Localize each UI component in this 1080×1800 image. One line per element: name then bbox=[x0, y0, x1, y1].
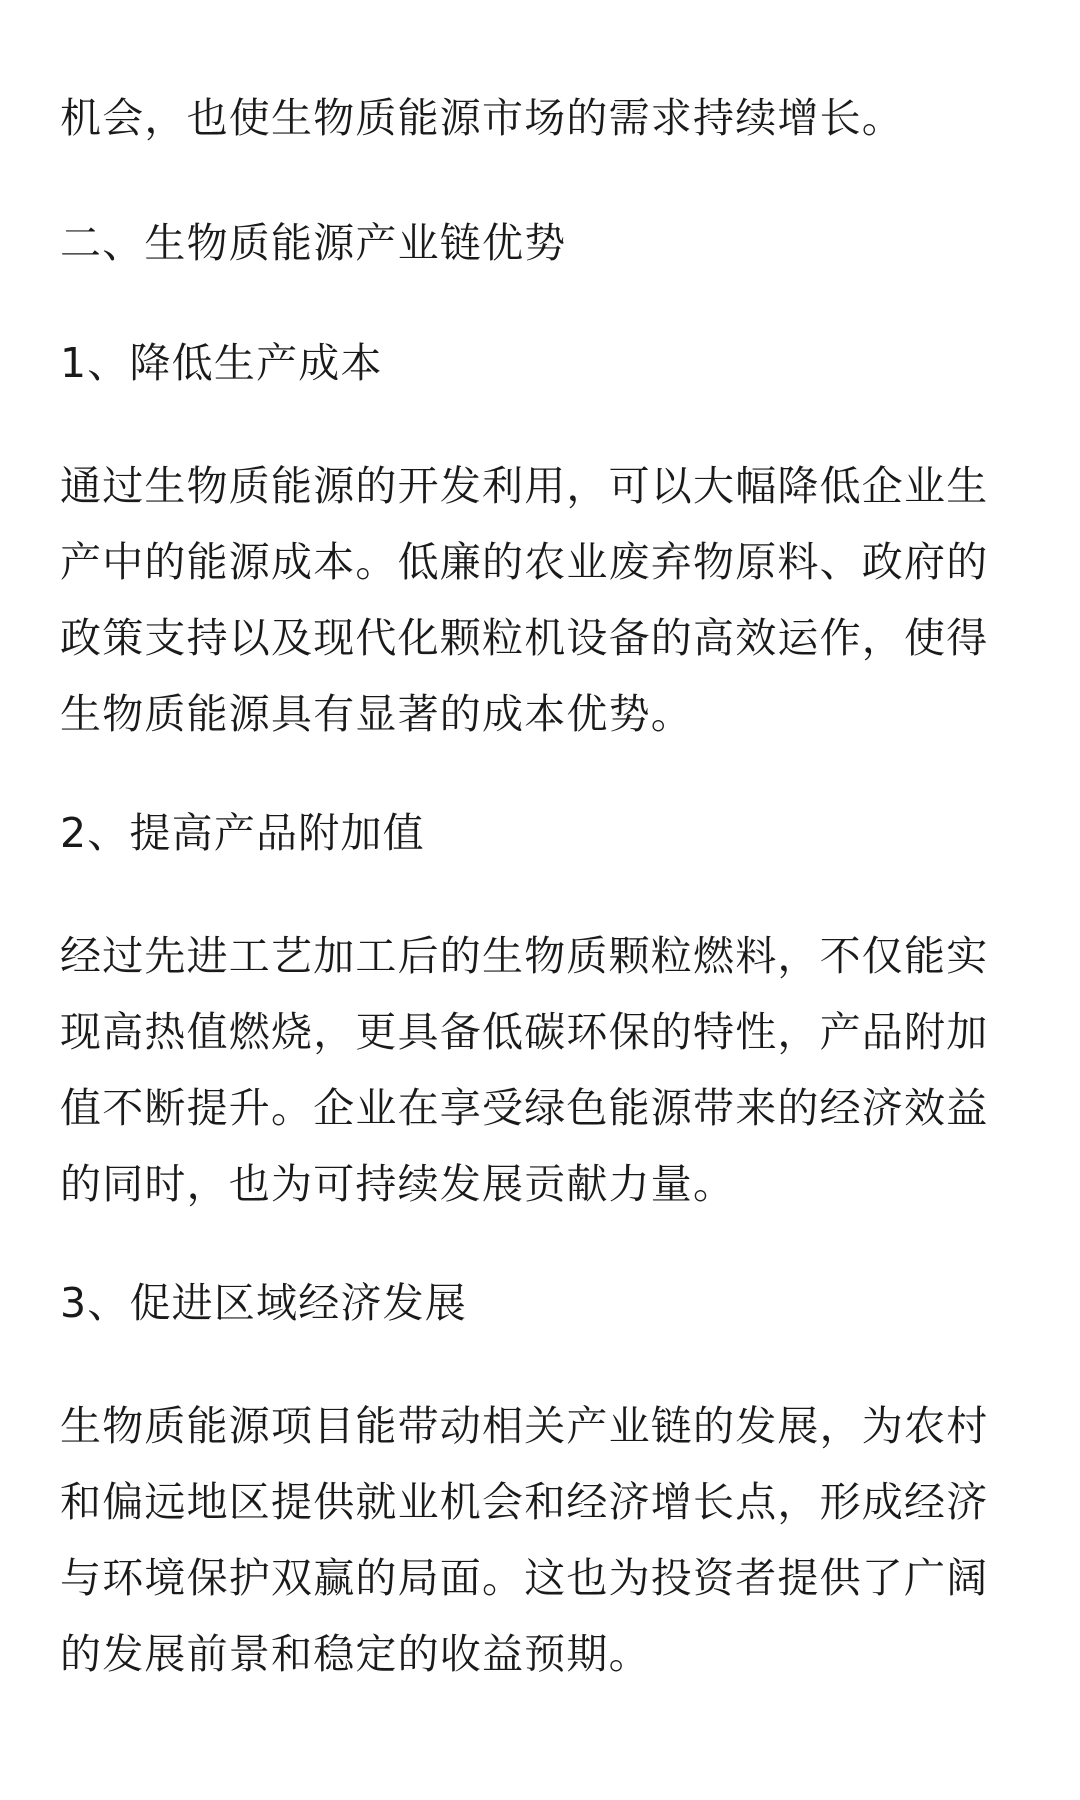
item-heading-3: 3、促进区域经济发展 bbox=[60, 1279, 468, 1327]
item-heading-1: 1、降低生产成本 bbox=[60, 339, 383, 387]
item-heading-2: 2、提高产品附加值 bbox=[60, 809, 425, 857]
item-body-1: 通过生物质能源的开发利用，可以大幅降低企业生产中的能源成本。低廉的农业废弃物原料、政府的政策支持以及现代化颗粒机设备的高效运作，使得生物质能源具有显著的成本优势。 bbox=[60, 462, 989, 738]
section-heading: 二、生物质能源产业链优势 bbox=[60, 219, 567, 267]
item-body-2: 经过先进工艺加工后的生物质颗粒燃料，不仅能实现高热值燃烧，更具备低碳环保的特性，产品附加值不断提升。企业在享受绿色能源带来的经济效益的同时，也为可持续发展贡献力量。 bbox=[60, 932, 989, 1208]
intro-paragraph-tail: 机会，也使生物质能源市场的需求持续增长。 bbox=[60, 94, 904, 142]
item-body-3: 生物质能源项目能带动相关产业链的发展，为农村和偏远地区提供就业机会和经济增长点，形成经济与环境保护双赢的局面。这也为投资者提供了广阔的发展前景和稳定的收益预期。 bbox=[60, 1402, 989, 1678]
